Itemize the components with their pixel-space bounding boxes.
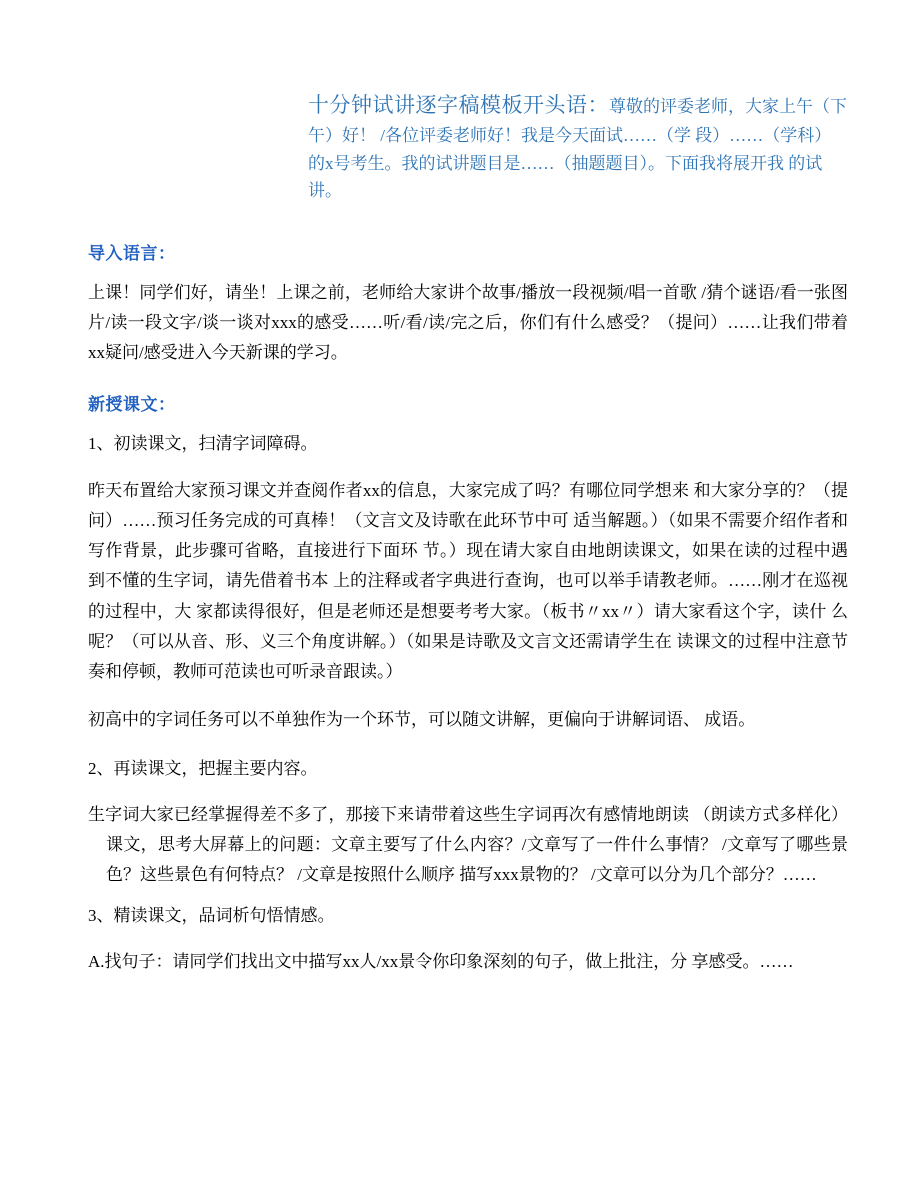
list-item-3: 3、精读课文，品词析句悟情感。: [88, 905, 335, 925]
intro-paragraph: 上课！同学们好，请坐！上课之前，老师给大家讲个故事/播放一段视频/唱一首歌 /猜个谜语/看一张图片/读一段文字/谈一谈对xxx的感受……听/看/读/完之后，你们有什么感受？（提问）……让我们带着xx疑问/感受进入今天新课的学习。: [88, 282, 848, 363]
section-heading-intro: 导入语言：: [88, 243, 176, 263]
document-title-block: [308, 88, 848, 205]
document-title: 十分钟试讲逐字稿模板开头语：: [308, 93, 609, 117]
newlesson-paragraph-3: 生字词大家已经掌握得差不多了，那接下来请带着这些生字词再次有感情地朗读 （朗读方式多样化）课文，思考大屏幕上的问题：文章主要写了什么内容？/文章写了一件什么事情？ /文章写了哪些景色？这些景色有何特点？ /文章是按照什么顺序 描写xxx景物的？ /文章可以分为几个部分？……: [88, 804, 848, 885]
newlesson-paragraph-2: 初高中的字词任务可以不单独作为一个环节，可以随文讲解，更偏向于讲解词语、 成语。: [88, 710, 756, 730]
newlesson-paragraph-4: A.找句子：请同学们找出文中描写xx人/xx景令你印象深刻的句子，做上批注，分 享感受。……: [88, 951, 794, 971]
list-item-1: 1、初读课文，扫清字词障碍。: [88, 434, 318, 454]
document-title-subtext: 尊敬的评委老师，大家上午（下午）好！ /各位评委老师好！我是今天面试……（学 段）……（学科）的x号考生。我的试讲题目是……（抽题题目）。下面我将展开我 的试讲。: [308, 97, 847, 201]
list-item-2: 2、再读课文，把握主要内容。: [88, 758, 318, 778]
newlesson-paragraph-1: 昨天布置给大家预习课文并查阅作者xx的信息，大家完成了吗？有哪位同学想来 和大家分享的？（提问）……预习任务完成的可真棒！（文言文及诗歌在此环节中可 适当解题。）（如果不需要介绍作者和写作背景，此步骤可省略，直接进行下面环 节。）现在请大家自由地朗读课文，如果在读的过程中遇到不懂的生字词，请先借着书本 上的注释或者字典进行查询，也可以举手请教老师。……刚才在巡视的过程中，大 家都读得很好，但是老师还是想要考考大家。（板书〃xx〃）请大家看这个字，读什 么呢？（可以从音、形、义三个角度讲解。）（如果是诗歌及文言文还需请学生在 读课文的过程中注意节奏和停顿，教师可范读也可听录音跟读。）: [88, 480, 848, 682]
section-heading-newlesson: 新授课文：: [88, 395, 176, 415]
